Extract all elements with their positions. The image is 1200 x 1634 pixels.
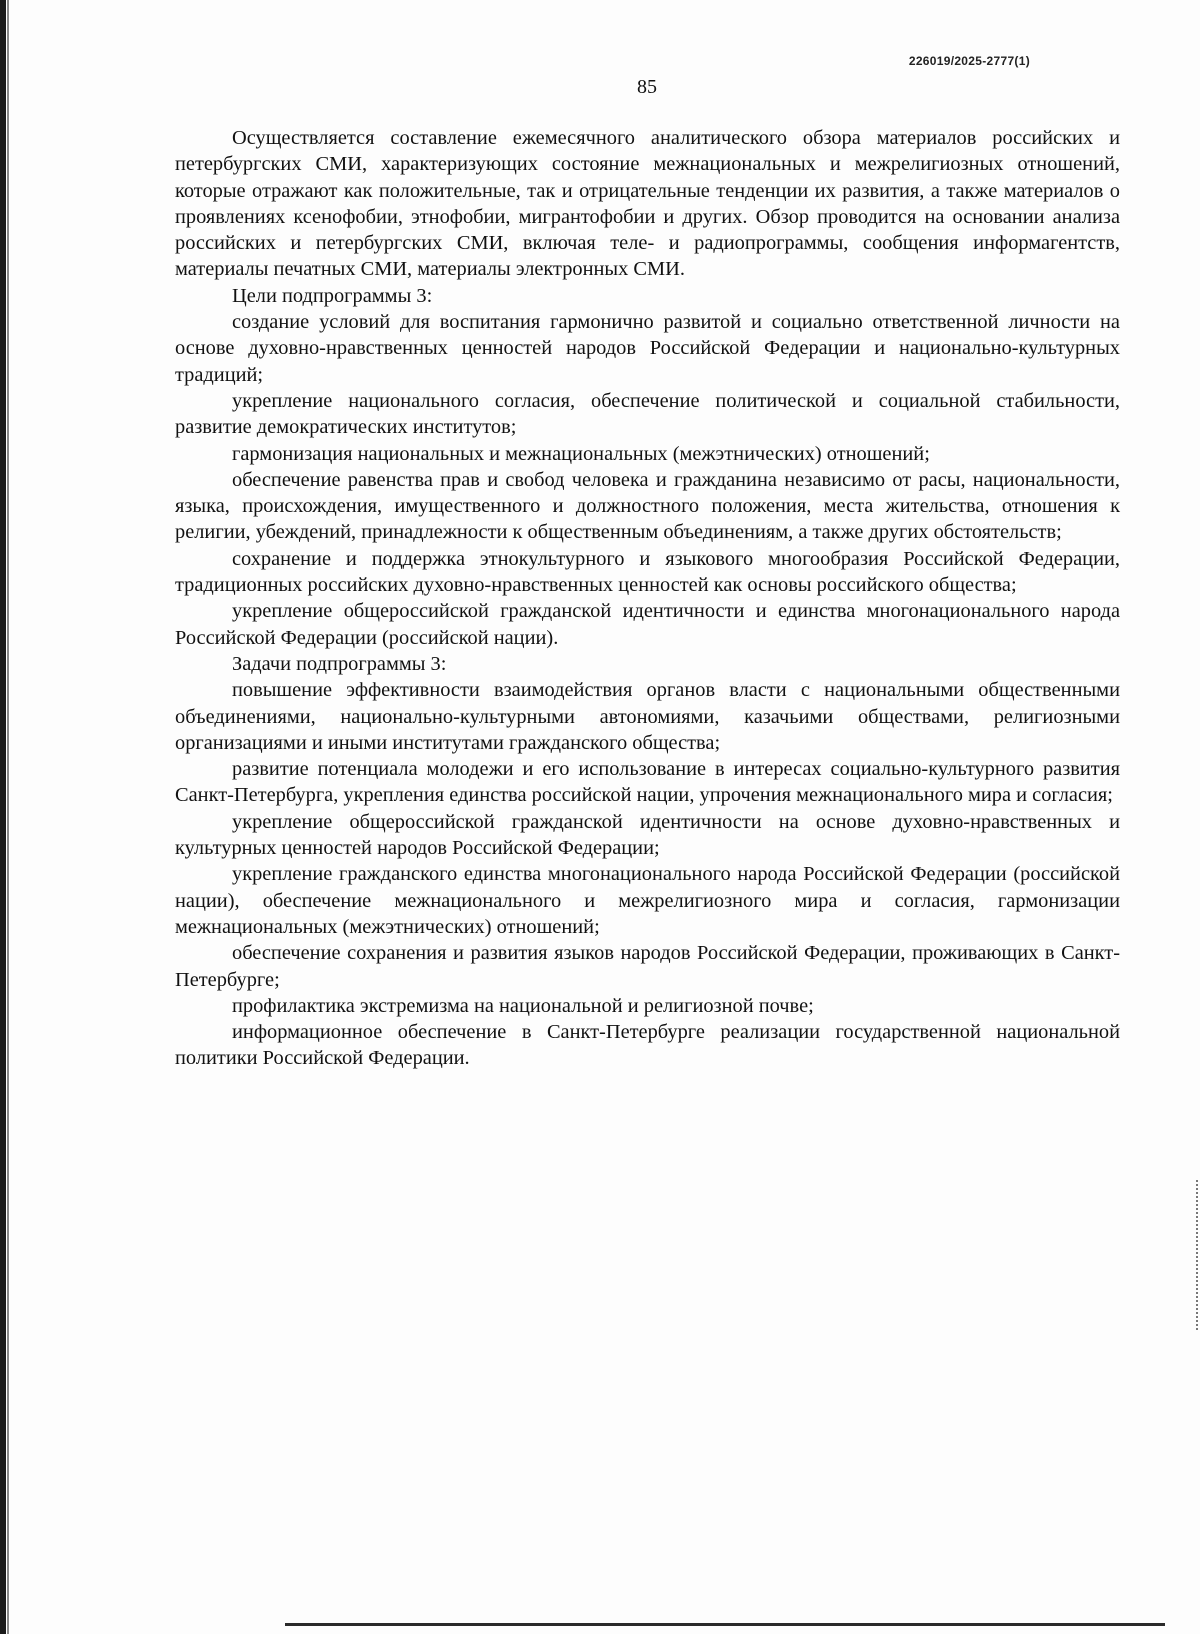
goals-heading: Цели подпрограммы 3:	[232, 284, 433, 307]
scan-left-edge-line	[7, 0, 9, 1634]
scan-right-marks	[1193, 1180, 1198, 1330]
task-item: повышение эффективности взаимодействия органов власти с национальными общественными объединениями, национально-культурными автономиями, казачьими обществами, религиозными организациями и иными институтами гражданского общества;	[175, 679, 1120, 754]
paragraph-intro: Осуществляется составление ежемесячного аналитического обзора материалов российских и петербургских СМИ, характеризующих состояние межнациональных и межрелигиозных отношений, которые отражают как положительные, так и отрицательные тенденции их развития, а также материалов о проявлениях ксенофобии, этнофобии, мигрантофобии и других. Обзор проводится на основании анализа российских и петербургских СМИ, включая теле- и радиопрограммы, сообщения информагентств, материалы печатных СМИ, материалы электронных СМИ.	[175, 127, 1120, 281]
document-id: 226019/2025-2777(1)	[908, 54, 1030, 68]
tasks-heading: Задачи подпрограммы 3:	[232, 652, 447, 675]
goal-item: создание условий для воспитания гармонично развитой и социально ответственной личности на основе духовно-нравственных ценностей народов Российской Федерации и национально-культурных традиций;	[175, 311, 1120, 386]
document-body	[175, 125, 1120, 1072]
task-item: обеспечение сохранения и развития языков народов Российской Федерации, проживающих в Санкт-Петербурге;	[175, 942, 1120, 991]
goal-item: сохранение и поддержка этнокультурного и языкового многообразия Российской Федерации, традиционных российских духовно-нравственных ценностей как основы российского общества;	[175, 547, 1120, 597]
task-item: укрепление гражданского единства многонационального народа Российской Федерации (российской нации), обеспечение межнационального и межрелигиозного мира и согласия, гармонизации межнациональных (межэтнических) отношений;	[175, 863, 1120, 938]
goal-item: обеспечение равенства прав и свобод человека и гражданина независимо от расы, национальности, языка, происхождения, имущественного и должностного положения, места жительства, отношения к религии, убеждений, принадлежности к общественным объединениям, а также других обстоятельств;	[175, 468, 1120, 544]
goal-item: укрепление общероссийской гражданской идентичности и единства многонационального народа Российской Федерации (российской нации).	[175, 600, 1120, 649]
scan-left-edge	[0, 0, 6, 1634]
page-number: 85	[637, 76, 657, 98]
task-item: профилактика экстремизма на национальной и религиозной почве;	[232, 994, 814, 1017]
task-item: укрепление общероссийской гражданской идентичности на основе духовно-нравственных и культурных ценностей народов Российской Федерации;	[175, 810, 1120, 860]
task-item: информационное обеспечение в Санкт-Петербурге реализации государственной национальной политики Российской Федерации.	[175, 1021, 1120, 1070]
task-item: развитие потенциала молодежи и его использование в интересах социально-культурного развития Санкт-Петербурга, укрепления единства российской нации, упрочения межнационального мира и согласия;	[175, 758, 1120, 807]
scan-bottom-rule	[285, 1623, 1165, 1626]
goal-item: укрепление национального согласия, обеспечение политической и социальной стабильности, развитие демократических институтов;	[175, 389, 1120, 439]
goal-item: гармонизация национальных и межнациональных (межэтнических) отношений;	[232, 442, 930, 465]
